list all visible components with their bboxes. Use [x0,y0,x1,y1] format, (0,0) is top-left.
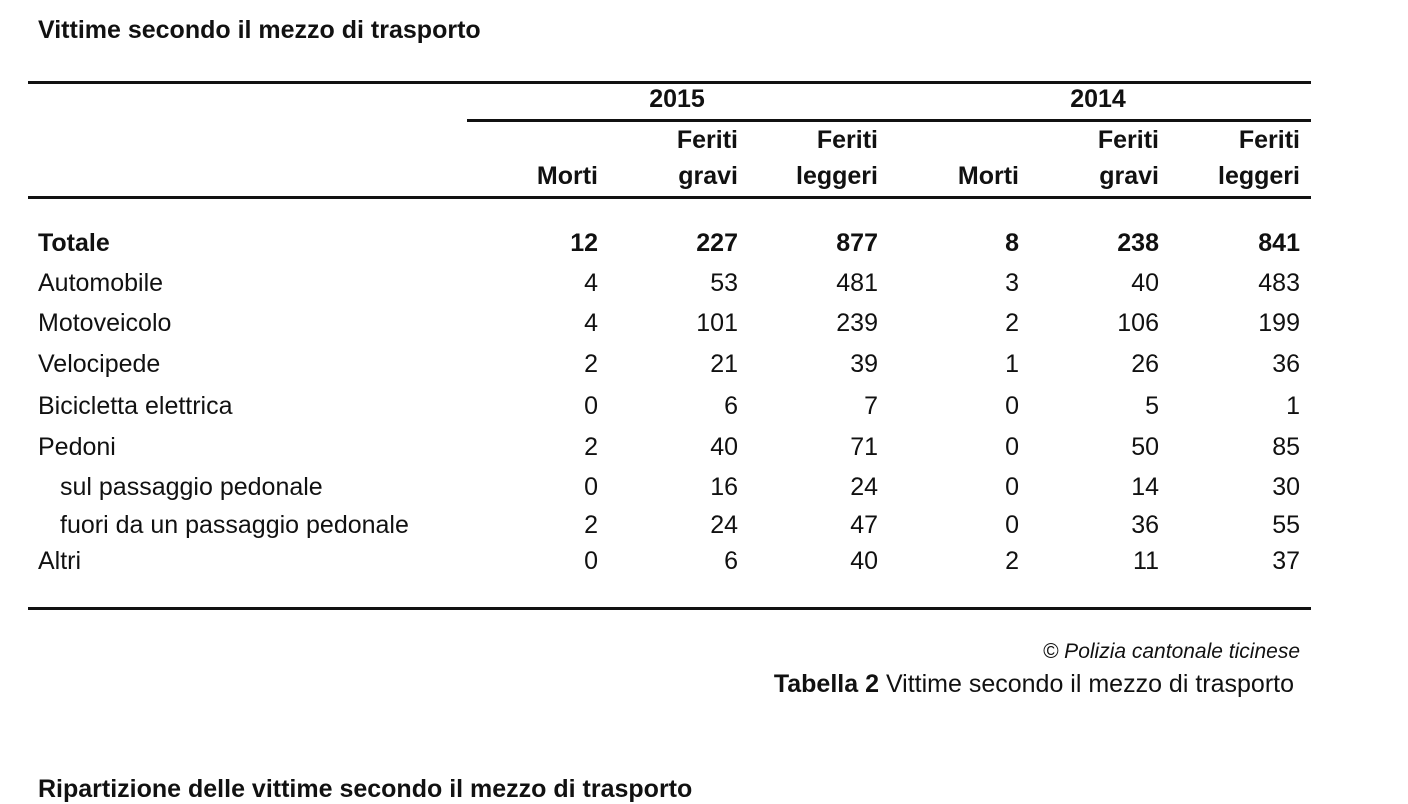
table-cell: 6 [724,547,738,575]
year-header-2015: 2015 [649,85,705,113]
table-cell: 24 [850,473,878,501]
row-label-motoveicolo: Motoveicolo [38,309,172,337]
table-cell: 2 [1005,309,1019,337]
table-cell: 55 [1272,511,1300,539]
row-label-automobile: Automobile [38,269,164,297]
table-cell: 483 [1258,269,1300,297]
table-cell: 0 [584,547,598,575]
table-cell: 0 [1005,433,1019,461]
year-header-2014: 2014 [1070,85,1126,113]
table-cell: 47 [850,511,878,539]
col-header-2015-morti [467,122,598,194]
row-label-totale: Totale [38,229,110,257]
table-cell: 3 [1005,269,1019,297]
table-cell: 6 [724,392,738,420]
col-header-line2: leggeri [796,162,878,190]
col-header-2014-feriti-gravi [1031,122,1159,194]
col-header-2014-feriti-leggeri [1171,122,1300,194]
table-cell: 30 [1272,473,1300,501]
table-cell: 106 [1117,309,1159,337]
row-label-velocipede: Velocipede [38,350,161,378]
table-title: Vittime secondo il mezzo di trasporto [38,16,481,44]
table-cell: 1 [1286,392,1300,420]
table-cell: 841 [1258,229,1300,257]
table-cell: 0 [1005,392,1019,420]
col-header-line2: gravi [678,162,738,190]
table-cell: 14 [1131,473,1159,501]
col-header-2015-feriti-gravi [610,122,738,194]
table-cell: 50 [1131,433,1159,461]
table-cell: 37 [1272,547,1300,575]
table-cell: 0 [584,392,598,420]
table-cell: 39 [850,350,878,378]
col-header-2015-feriti-leggeri [750,122,878,194]
table-cell: 238 [1117,229,1159,257]
table-cell: 12 [570,229,598,257]
table-cell: 36 [1272,350,1300,378]
col-header-line1: Feriti [1097,126,1159,154]
caption-text: Vittime secondo il mezzo di trasporto [885,670,1294,698]
table-bottom-rule [28,607,1311,610]
col-header-2014-morti [890,122,1019,194]
col-header-line1: Feriti [816,126,878,154]
table-cell: 11 [1133,547,1159,575]
col-header-line2: gravi [1099,162,1159,190]
col-header-line2: leggeri [1218,162,1300,190]
table-cell: 5 [1145,392,1159,420]
next-section-title: Ripartizione delle vittime secondo il mezzo di trasporto [38,775,693,803]
row-label-altri: Altri [38,547,82,575]
table-cell: 40 [710,433,738,461]
table-cell: 0 [584,473,598,501]
table-cell: 2 [1005,547,1019,575]
table-cell: 7 [864,392,878,420]
col-header-line1 [467,122,598,158]
row-label-sul-passaggio-pedonale: sul passaggio pedonale [60,473,323,501]
row-label-fuori-da-un-passaggio-pedonale: fuori da un passaggio pedonale [60,511,409,539]
table-cell: 8 [1005,229,1019,257]
source-credit: © Polizia cantonale ticinese [1042,640,1300,663]
table-cell: 16 [710,473,738,501]
table-cell: 877 [836,229,878,257]
table-cell: 36 [1131,511,1159,539]
col-header-line1: Feriti [1238,126,1300,154]
table-cell: 2 [584,433,598,461]
col-header-line2: Morti [536,162,598,190]
table-cell: 2 [584,511,598,539]
table-cell: 101 [696,309,738,337]
table-cell: 53 [710,269,738,297]
row-label-pedoni: Pedoni [38,433,116,461]
header-bottom-rule [28,196,1311,199]
table-cell: 26 [1131,350,1159,378]
row-label-bicicletta-elettrica: Bicicletta elettrica [38,392,233,420]
table-cell: 21 [710,350,738,378]
table-cell: 199 [1258,309,1300,337]
table-cell: 2 [584,350,598,378]
col-header-line1 [890,122,1019,158]
col-header-line2: Morti [957,162,1019,190]
table-cell: 71 [850,433,878,461]
table-cell: 85 [1272,433,1300,461]
table-cell: 24 [710,511,738,539]
table-cell: 4 [584,269,598,297]
table-cell: 227 [696,229,738,257]
table-cell: 0 [1005,511,1019,539]
table-cell: 481 [836,269,878,297]
table-cell: 239 [836,309,878,337]
table-cell: 1 [1005,350,1019,378]
table-caption [774,670,1294,699]
table-cell: 0 [1005,473,1019,501]
table-cell: 40 [1131,269,1159,297]
table-cell: 40 [850,547,878,575]
col-header-line1: Feriti [676,126,738,154]
table-cell: 4 [584,309,598,337]
caption-label: Tabella 2 [773,670,879,698]
top-rule [28,81,1311,84]
